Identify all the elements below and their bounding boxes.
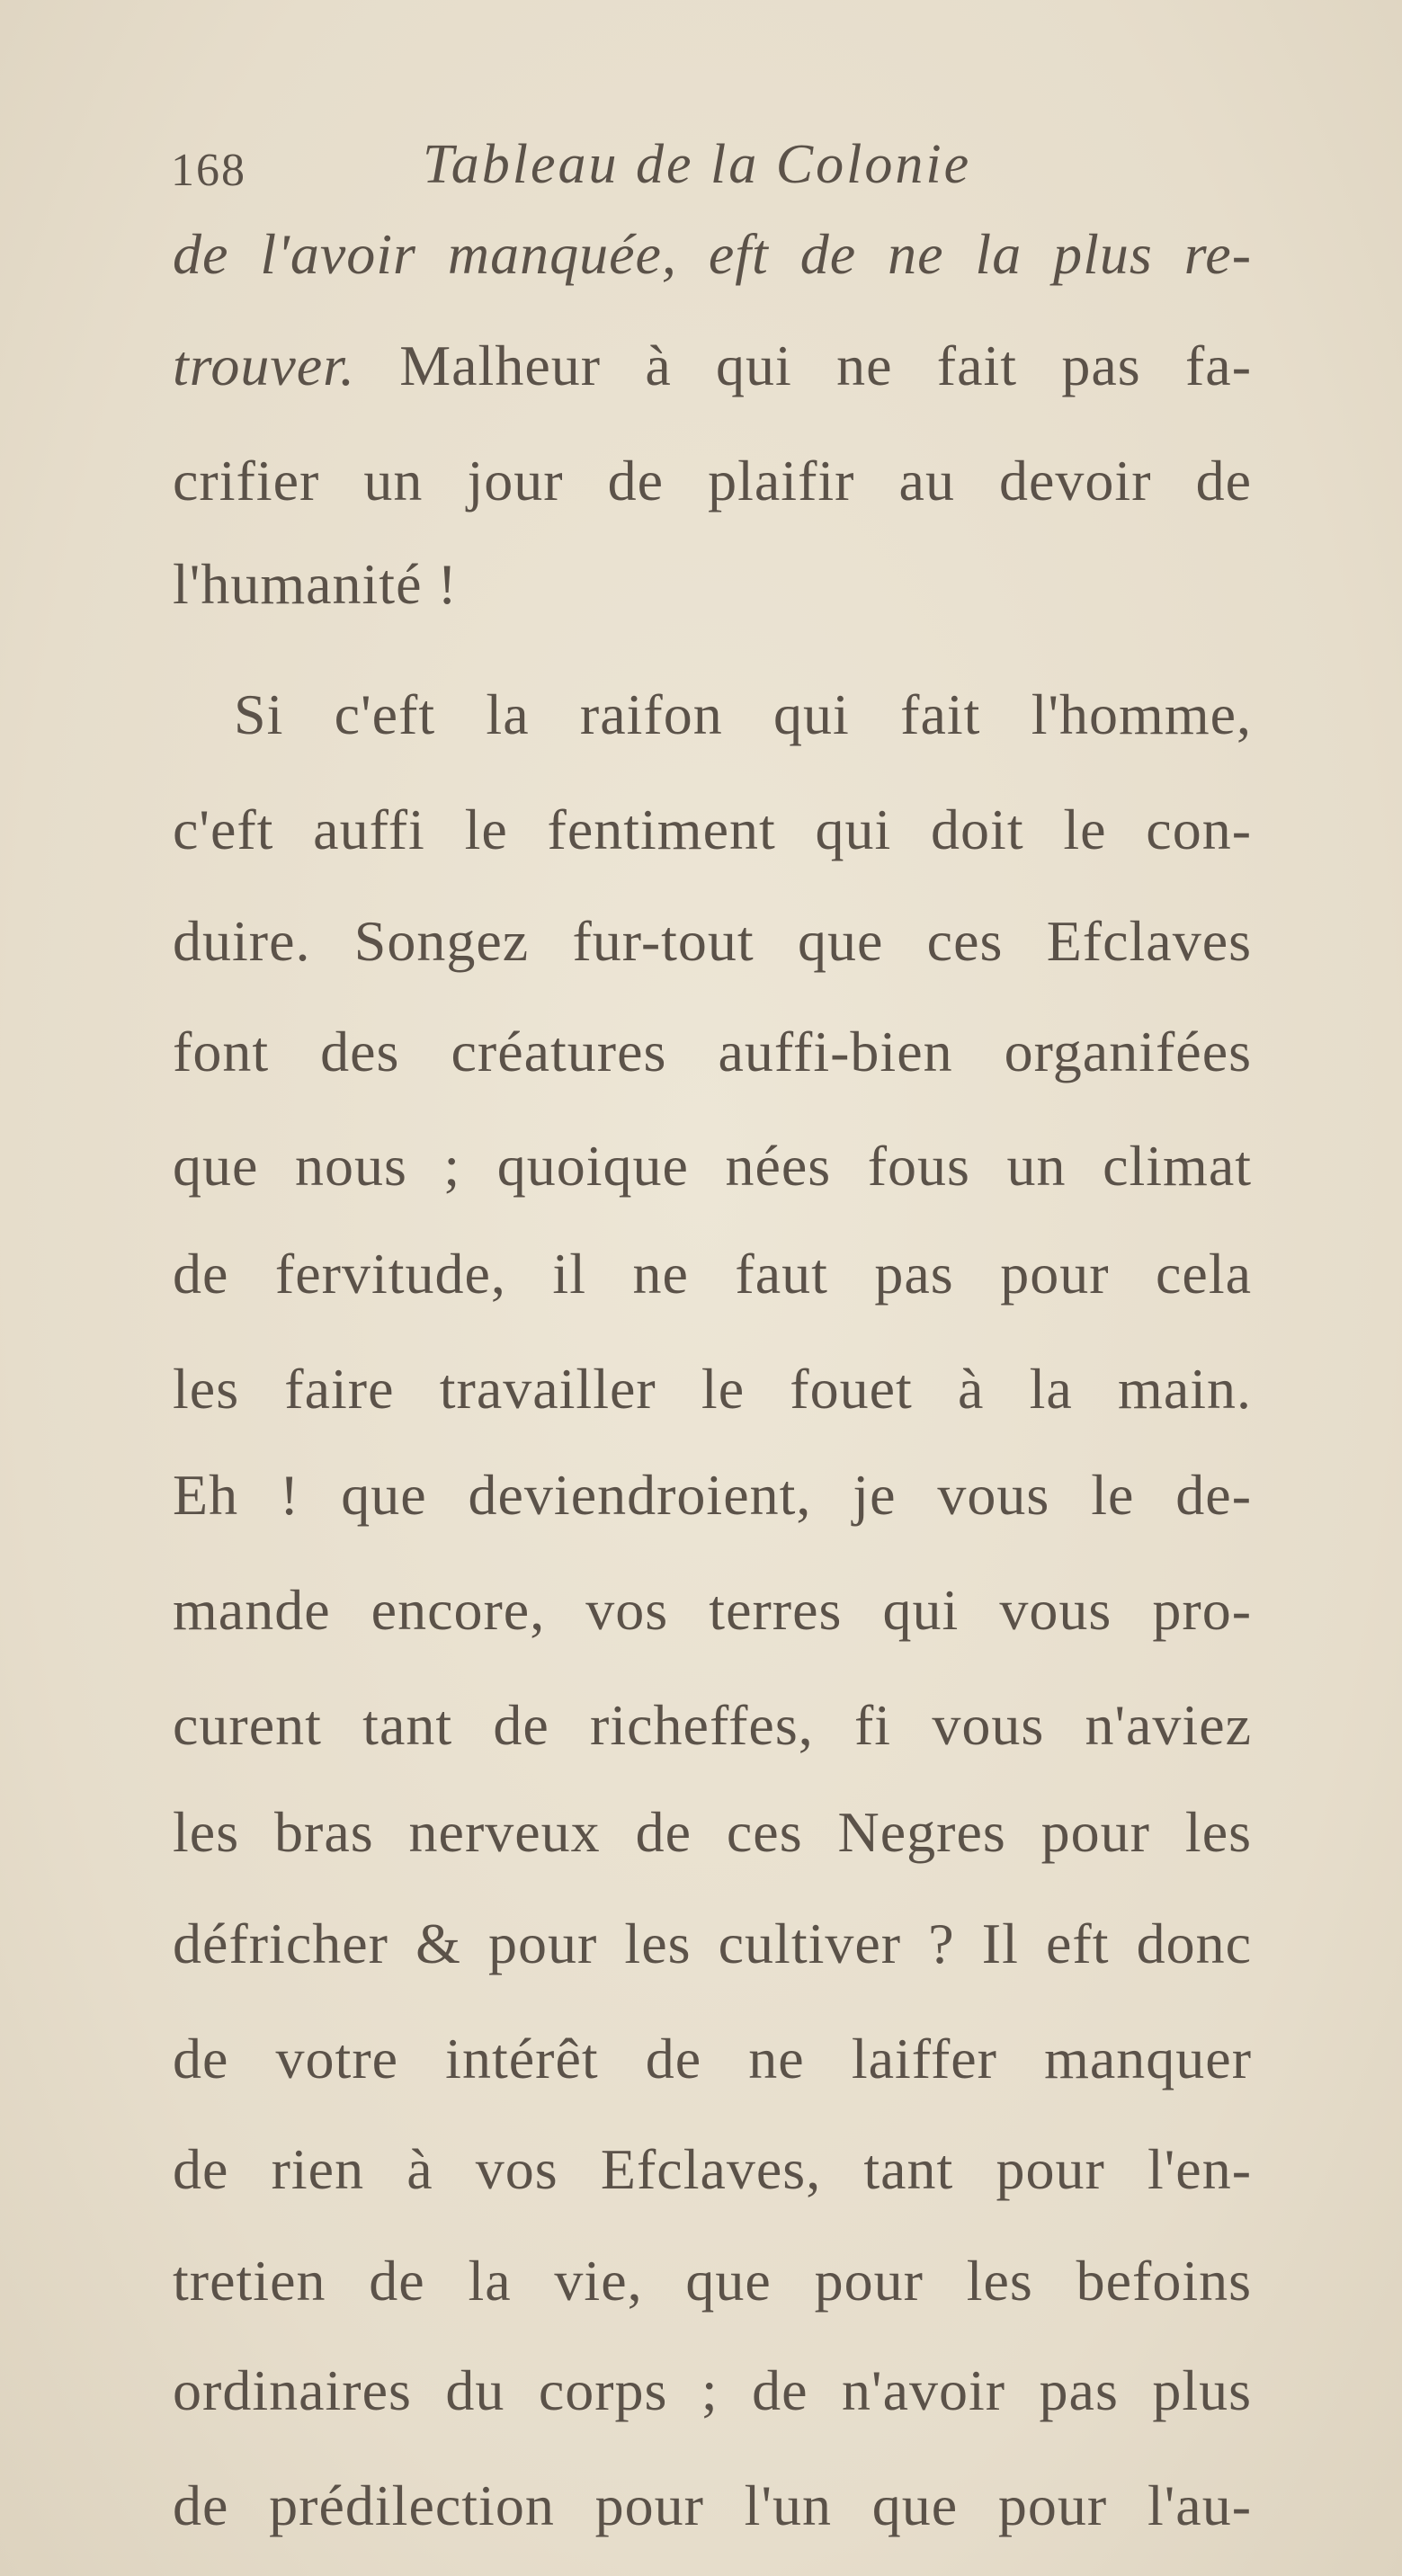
text-line: de prédilection pour l'un que pour l'au- <box>173 2473 1252 2537</box>
text-line: de votre intérêt de ne laiffer manquer <box>173 2027 1252 2090</box>
running-title: Tableau de la Colonie <box>423 134 972 195</box>
text-line: l'humanité ! <box>173 552 458 616</box>
text-line: duire. Songez fur-tout que ces Efclaves <box>173 909 1252 973</box>
text-italic: trouver. <box>173 334 355 397</box>
text-line: ordinaires du corps ; de n'avoir pas plus <box>173 2358 1252 2422</box>
text-line <box>173 330 1252 402</box>
text-line: les bras nerveux de ces Negres pour les <box>173 1800 1252 1864</box>
page-number: 168 <box>171 145 246 196</box>
text-line: curent tant de richeffes, fi vous n'aviez <box>173 1693 1252 1757</box>
text-line: de l'avoir manquée, eft de ne la plus re- <box>173 222 1252 286</box>
text-line: font des créatures auffi-bien organifées <box>173 1020 1252 1083</box>
text-line: les faire travailler le fouet à la main. <box>173 1357 1252 1421</box>
text-line: c'eft auffi le fentiment qui doit le con- <box>173 798 1252 861</box>
text-line: Si c'eft la raifon qui fait l'homme, <box>234 682 1252 746</box>
text-line: de rien à vos Efclaves, tant pour l'en- <box>173 2137 1252 2201</box>
text-roman: Malheur à qui ne fait pas fa- <box>399 334 1253 397</box>
text-line: mande encore, vos terres qui vous pro- <box>173 1578 1252 1642</box>
text-line: défricher & pour les cultiver ? Il eft donc <box>173 1912 1252 1975</box>
text-line: que nous ; quoique nées fous un climat <box>173 1134 1252 1198</box>
text-line: crifier un jour de plaifir au devoir de <box>173 449 1252 513</box>
text-line: Eh ! que deviendroient, je vous le de- <box>173 1463 1252 1527</box>
text-line: tretien de la vie, que pour les befoins <box>173 2249 1252 2313</box>
text-line: de fervitude, il ne faut pas pour cela <box>173 1242 1252 1306</box>
